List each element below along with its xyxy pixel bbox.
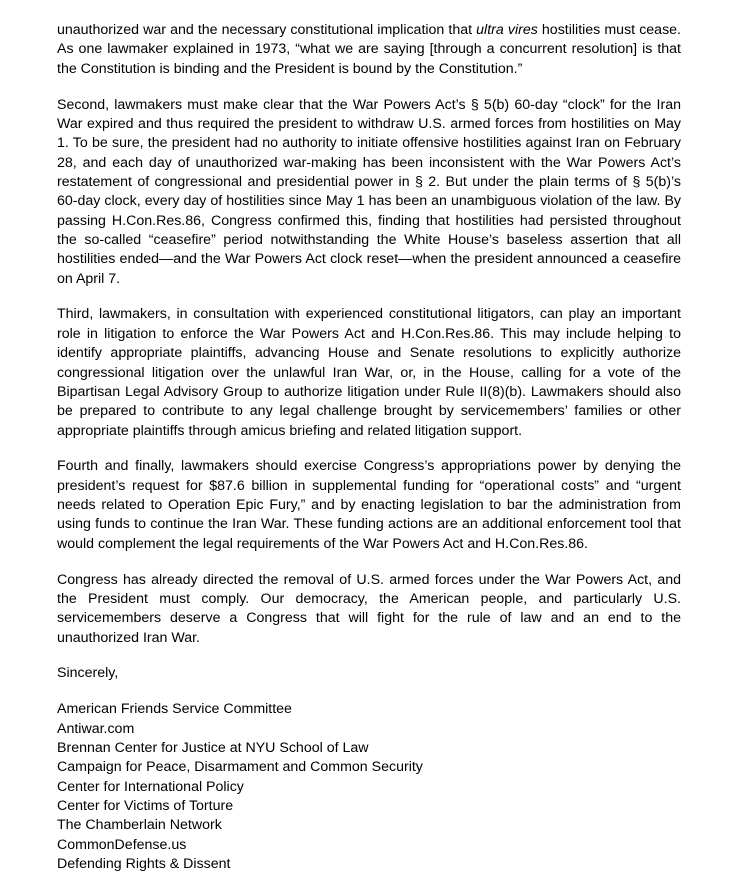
paragraph-third-litigation — [57, 305, 681, 440]
text-run: Fourth and finally, lawmakers should exercise Congress’s appropriations power by denying the president’s request for $87.6 billion in supplemental funding for “operational costs” and “urgent needs related to Operation Epic Fury,” and by enacting legislation to bar the administration from using funds to continue the Iran War. These funding actions are an additional enforcement tool that would complement the legal requirements of the War Powers Act and H.Con.Res.86. — [57, 458, 681, 552]
text-run: Congress has already directed the removal of U.S. armed forces under the War Powers Act, and the President must comply. Our democracy, the American people, and particularly U.S. servicemembers deserve a Congress that will fight for the rule of law and an end to the unauthorized Iran War. — [57, 571, 681, 646]
closing-salutation: Sincerely, — [57, 665, 119, 682]
signatory: Antiwar.com — [57, 720, 135, 737]
signatory: Brennan Center for Justice at NYU School of Law — [57, 740, 369, 756]
signatory: CommonDefense.us — [57, 836, 187, 853]
signatory: The Chamberlain Network — [57, 817, 222, 834]
text-run: unauthorized war and the necessary constitutional implication that — [57, 22, 477, 38]
paragraph-conclusion — [57, 571, 681, 648]
text-run: Second, lawmakers must make clear that the War Powers Act’s § 5(b) 60-day “clock” for the Iran War expired and thus required the president to withdraw U.S. armed forces from hostilities on May 1. To be sure, the president had no authority to initiate offensive hostilities against Iran on February 28, and each day of unauthorized war-making has been inconsistent with the War Powers Act’s restatement of congressional and presidential power in § 2. But under the plain terms of § 5(b)’s 60-day clock, every day of hostilities since May 1 has been an unambiguous violation of the law. By passing H.Con.Res.86, Congress confirmed this, finding that hostilities had persisted throughout the so-called “ceasefire” period notwithstanding the White House’s baseless assertion that all hostilities ended—and the War Powers Act clock reset—when the president announced a ceasefire on April 7. — [57, 96, 681, 287]
paragraph-second-clock — [57, 96, 681, 289]
italic-phrase: ultra vires — [476, 22, 538, 38]
letter-page — [57, 21, 681, 874]
signatory: Center for Victims of Torture — [57, 798, 234, 815]
signatory: Center for International Policy — [57, 778, 244, 795]
signatory: Campaign for Peace, Disarmament and Common Security — [57, 759, 423, 776]
paragraph-fourth-appropriations — [57, 457, 681, 554]
signatory: American Friends Service Committee — [57, 701, 292, 718]
signatory: Defending Rights & Dissent — [57, 856, 231, 873]
signatory-list — [57, 700, 681, 874]
paragraph-ultra-vires — [57, 21, 681, 79]
text-run: Third, lawmakers, in consultation with experienced constitutional litigators, can play an important role in litigation to enforce the War Powers Act and H.Con.Res.86. This may include helping to identify appropriate plaintiffs, advancing House and Senate resolutions to explicitly authorize congressional litigation over the unlawful Iran War, or, in the House, calling for a vote of the Bipartisan Legal Advisory Group to authorize litigation under Rule II(8)(b). Lawmakers should also be prepared to contribute to any legal challenge brought by servicemembers’ families or other appropriate plaintiffs through amicus briefing and related litigation support. — [57, 306, 681, 439]
letter-body — [57, 21, 681, 648]
text-run: hostilities must cease. As one lawmaker explained in 1973, “what we are saying [through a concurrent resolution] is that the Constitution is binding and the President is bound by the Constitution.” — [57, 22, 681, 77]
